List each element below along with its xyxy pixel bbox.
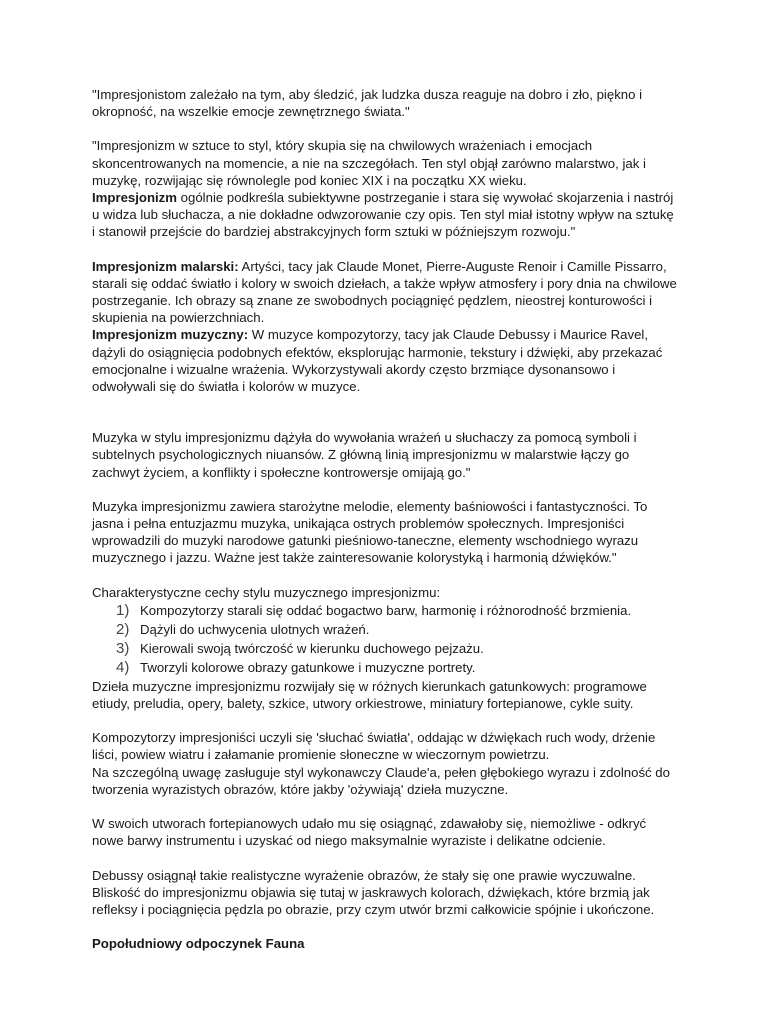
term-painting: Impresjonizm malarski: [92,258,239,274]
paragraph-music-content: Muzyka impresjonizmu zawiera starożytne melodie, elementy baśniowości i fantastyczności. To jasna i pełna entuzjazmu muzyka, unikająca ostrych problemów społecznych. Impresjoniści wprowadzili do muzyki narodowe gatunki pieśniowo-taneczne, elementy wschodniego wyrazu muzycznego i jazzu. Ważne jest także zainteresowanie kolorystyką i harmonią dźwięków." [92,498,648,566]
paragraph-music-style: Muzyka w stylu impresjonizmu dążyła do wywołania wrażeń u słuchaczy za pomocą symboli i subtelnych psychologicznych niuansów. Z główną linią impresjonizmu w malarstwie łączy go zachwyt życiem, a konflikty i społeczne kontrowersje omijają go." [92,430,637,480]
paragraph-genres: Dzieła muzyczne impresjonizmu rozwijały się w różnych kierunkach gatunkowych: programowe etiudy, preludia, opery, balety, szkice, utwory orkiestrowe, miniatury fortepianowe, cykle suity. [92,678,647,712]
traits-list [92,602,680,677]
list-item: 3) Kierowali swoją twórczość w kierunku duchowego pejzażu. [116,639,484,657]
paragraph-debussy: Debussy osiągnął takie realistyczne wyrażenie obrazów, że stały się one prawie wyczuwalne. Bliskość do impresjonizmu objawia się tutaj w jaskrawych kolorach, dźwiękach, które brzmią jak refleksy i pociągnięcia pędzla po obrazie, przy czym utwór brzmi całkowicie spójnie i ukończone. [92,867,655,917]
term-impresjonizm: Impresjonizm [92,190,178,206]
paragraph-impressionism-general: Impresjonizm ogólnie podkreśla subiektywne postrzeganie i stara się wywołać skojarzenia i nastrój u widza lub słuchacza, a nie dokładne odwzorowanie czy opis. Ten styl miał istotny wpływ na sztukę i stanowił przejście do bardziej abstrakcyjnych form sztuki w późniejszym rozwoju." [92,190,674,240]
paragraph-painting: Impresjonizm malarski: Artyści, tacy jak Claude Monet, Pierre-Auguste Renoir i Camille Pissarro, starali się oddać światło i kolory w swoich dziełach, a także wpływ atmosfery i pory dnia na chwilowe postrzeganie. Ich obrazy są znane ze swobodnych pociągnięć pędzlem, nieostrej konturowości i skupienia na powierzchniach. [92,258,677,326]
paragraph-listen-light: Kompozytorzy impresjoniści uczyli się 'słuchać światła', oddając w dźwiękach ruch wody, drżenie liści, powiew wiatru i załamanie promienie słoneczne w wieczornym powietrzu. [92,730,656,763]
paragraph-quote-intro: "Impresjonistom zależało na tym, aby śledzić, jak ludzka dusza reaguje na dobro i zło, piękno i okropność, na wszelkie emocje zewnętrznego świata." [92,87,643,120]
list-intro: Charakterystyczne cechy stylu muzycznego impresjonizmu: [92,584,441,600]
list-item: 1) Kompozytorzy starali się oddać bogactwo barw, harmonię i różnorodność brzmienia. [116,601,632,619]
paragraph-piano-works: W swoich utworach fortepianowych udało mu się osiągnąć, zdawałoby się, niemożliwe - odkryć nowe barwy instrumentu i uzyskać od niego maksymalnie wyraziste i delikatne odcienie. [92,816,647,849]
list-item: 4) Tworzyli kolorowe obrazy gatunkowe i muzyczne portrety. [116,658,476,676]
paragraph-claude-style: Na szczególną uwagę zasługuje styl wykonawczy Claude'a, pełen głębokiego wyrazu i zdolność do tworzenia wyrazistych obrazów, które jakby 'ożywiają' dzieła muzyczne. [92,764,670,797]
section-heading: Popołudniowy odpoczynek Fauna [92,936,305,952]
term-music: Impresjonizm muzyczny: [92,327,249,343]
paragraph-music: Impresjonizm muzyczny: W muzyce kompozytorzy, tacy jak Claude Debussy i Maurice Ravel, dążyli do osiągnięcia podobnych efektów, eksplorując harmonie, tekstury i dźwięki, aby przekazać emocjonalne i wizualne wrażenia. Wykorzystywali akordy często brzmiące dysonansowo i odwoływali się do światła i kolorów w muzyce. [92,327,663,395]
paragraph-definition: "Impresjonizm w sztuce to styl, który skupia się na chwilowych wrażeniach i emocjach skoncentrowanych na momencie, a nie na szczegółach. Ten styl objął zarówno malarstwo, jak i muzykę, rozwijając się równolegle pod koniec XIX i na początku XX wieku. [92,138,646,188]
list-item: 2) Dążyli do uchwycenia ulotnych wrażeń. [116,620,370,638]
